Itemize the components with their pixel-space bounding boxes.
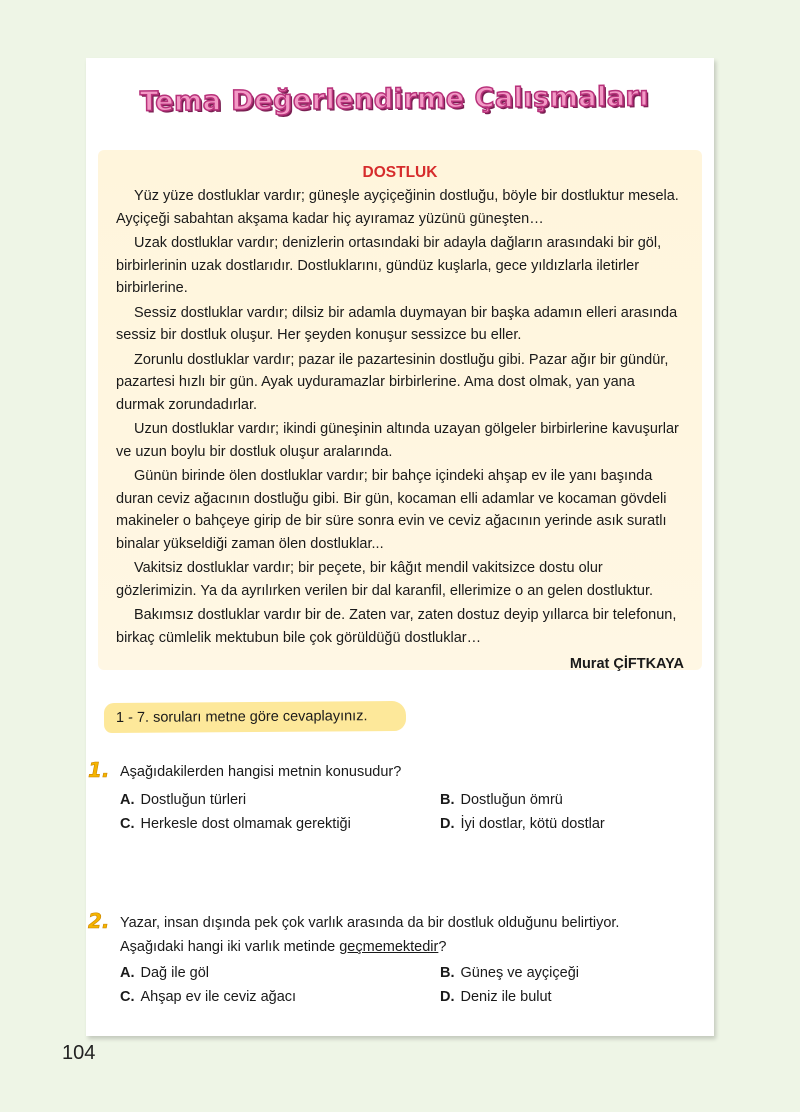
option-text: Dağ ile göl [140, 965, 210, 981]
option-text: Güneş ve ayçiçeği [460, 965, 579, 981]
option-text: İyi dostlar, kötü dostlar [460, 816, 605, 832]
option-letter: C. [120, 816, 135, 832]
option-text: Deniz ile bulut [460, 989, 552, 1005]
question-1-option-c[interactable] [120, 813, 351, 835]
option-text: Ahşap ev ile ceviz ağacı [140, 989, 297, 1005]
option-text: Dostluğun türleri [140, 792, 247, 808]
question-2-option-a[interactable] [120, 962, 209, 984]
story-author: Murat ÇİFTKAYA [569, 656, 684, 672]
question-1-number: 1. [88, 758, 110, 782]
question-1-text: Aşağıdakilerden hangisi metnin konusudur? [120, 764, 402, 780]
question-2-option-b[interactable] [440, 962, 579, 984]
question-2-option-d[interactable] [440, 986, 552, 1008]
story-paragraph: Bakımsız dostluklar vardır bir de. Zaten var, zaten dostuz deyip yıllarca bir telefonun, birkaç cümlelik mektubun bile çok görüldüğü dostluklar… [116, 607, 677, 646]
option-letter: D. [440, 989, 455, 1005]
story-paragraph: Sessiz dostluklar vardır; dilsiz bir adamla duymayan bir başka adamın elleri arasında sessiz bir dostluk oluşur. Her şeyden konuşur sessizce bu eller. [116, 304, 678, 343]
story-paragraph: Uzak dostluklar vardır; denizlerin ortasındaki bir adayla dağların arasındaki bir göl, birbirlerinin uzak dostlarıdır. Dostluklarını, gündüz kuşlarla, gece yıldızlarla iletirler birbirlerine. [116, 235, 662, 296]
option-letter: B. [440, 792, 455, 808]
theme-title: Tema Değerlendirme Çalışmaları [139, 81, 650, 118]
story-paragraph: Vakitsiz dostluklar vardır; bir peçete, bir kâğıt mendil vakitsizce dostu olur gözlerimizin. Ya da ayrılırken verilen bir dal karanfil, ellerimize o an gelen dostluktur. [116, 560, 654, 599]
question-1-option-d[interactable] [440, 813, 605, 835]
instruction-banner: 1 - 7. soruları metne göre cevaplayınız. [104, 701, 406, 733]
option-letter: C. [120, 989, 135, 1005]
option-text: Dostluğun ömrü [460, 792, 563, 808]
question-2-underlined: geçmemektedir [339, 939, 439, 955]
page-number: 104 [62, 1042, 96, 1064]
option-letter: D. [440, 816, 455, 832]
question-1-option-a[interactable] [120, 789, 246, 811]
option-text: Herkesle dost olmamak gerektiği [140, 816, 351, 832]
question-2-option-c[interactable] [120, 986, 296, 1008]
question-1-option-b[interactable] [440, 789, 563, 811]
story-paragraph: Yüz yüze dostluklar vardır; güneşle ayçiçeğinin dostluğu, böyle bir dostluktur mesela. Ayçiçeği sabahtan akşama kadar hiç ayıramaz yüzünü güneşten… [116, 188, 679, 227]
option-letter: A. [120, 965, 135, 981]
question-2-text [120, 911, 680, 959]
story-paragraph: Günün birinde ölen dostluklar vardır; bir bahçe içindeki ahşap ev ile yanı başında duran ceviz ağacının dostluğu gibi. Bir gün, kocaman elli adamlar ve kocaman gövdeli makineler o bahçeye girip de bir süre sonra evin ve ceviz ağacının yerinde asık suratlı binalar yükseldiği zaman ölen dostluklar... [116, 468, 667, 552]
question-2-number: 2. [88, 909, 110, 933]
story-box [98, 150, 702, 670]
question-2-line-2 [120, 935, 680, 959]
story-paragraph: Uzun dostluklar vardır; ikindi güneşinin altında uzayan gölgeler birbirlerine kavuşurlar ve uzun boylu bir dostluk oluşur aralarında. [116, 421, 679, 460]
option-letter: B. [440, 965, 455, 981]
story-paragraph: Zorunlu dostluklar vardır; pazar ile pazartesinin dostluğu gibi. Pazar ağır bir gündür, pazartesi hızlı bir gün. Ayak uyduramazlar birbirlerine. Ama dost olmak, yan yana durmak zorundadırlar. [116, 351, 669, 413]
option-letter: A. [120, 792, 135, 808]
story-title: DOSTLUK [362, 164, 438, 181]
question-2-suffix: ? [438, 939, 447, 955]
question-2-prefix: Aşağıdaki hangi iki varlık metinde [120, 939, 340, 955]
question-2-line-1: Yazar, insan dışında pek çok varlık arasında da bir dostluk olduğunu belirtiyor. [120, 915, 620, 931]
